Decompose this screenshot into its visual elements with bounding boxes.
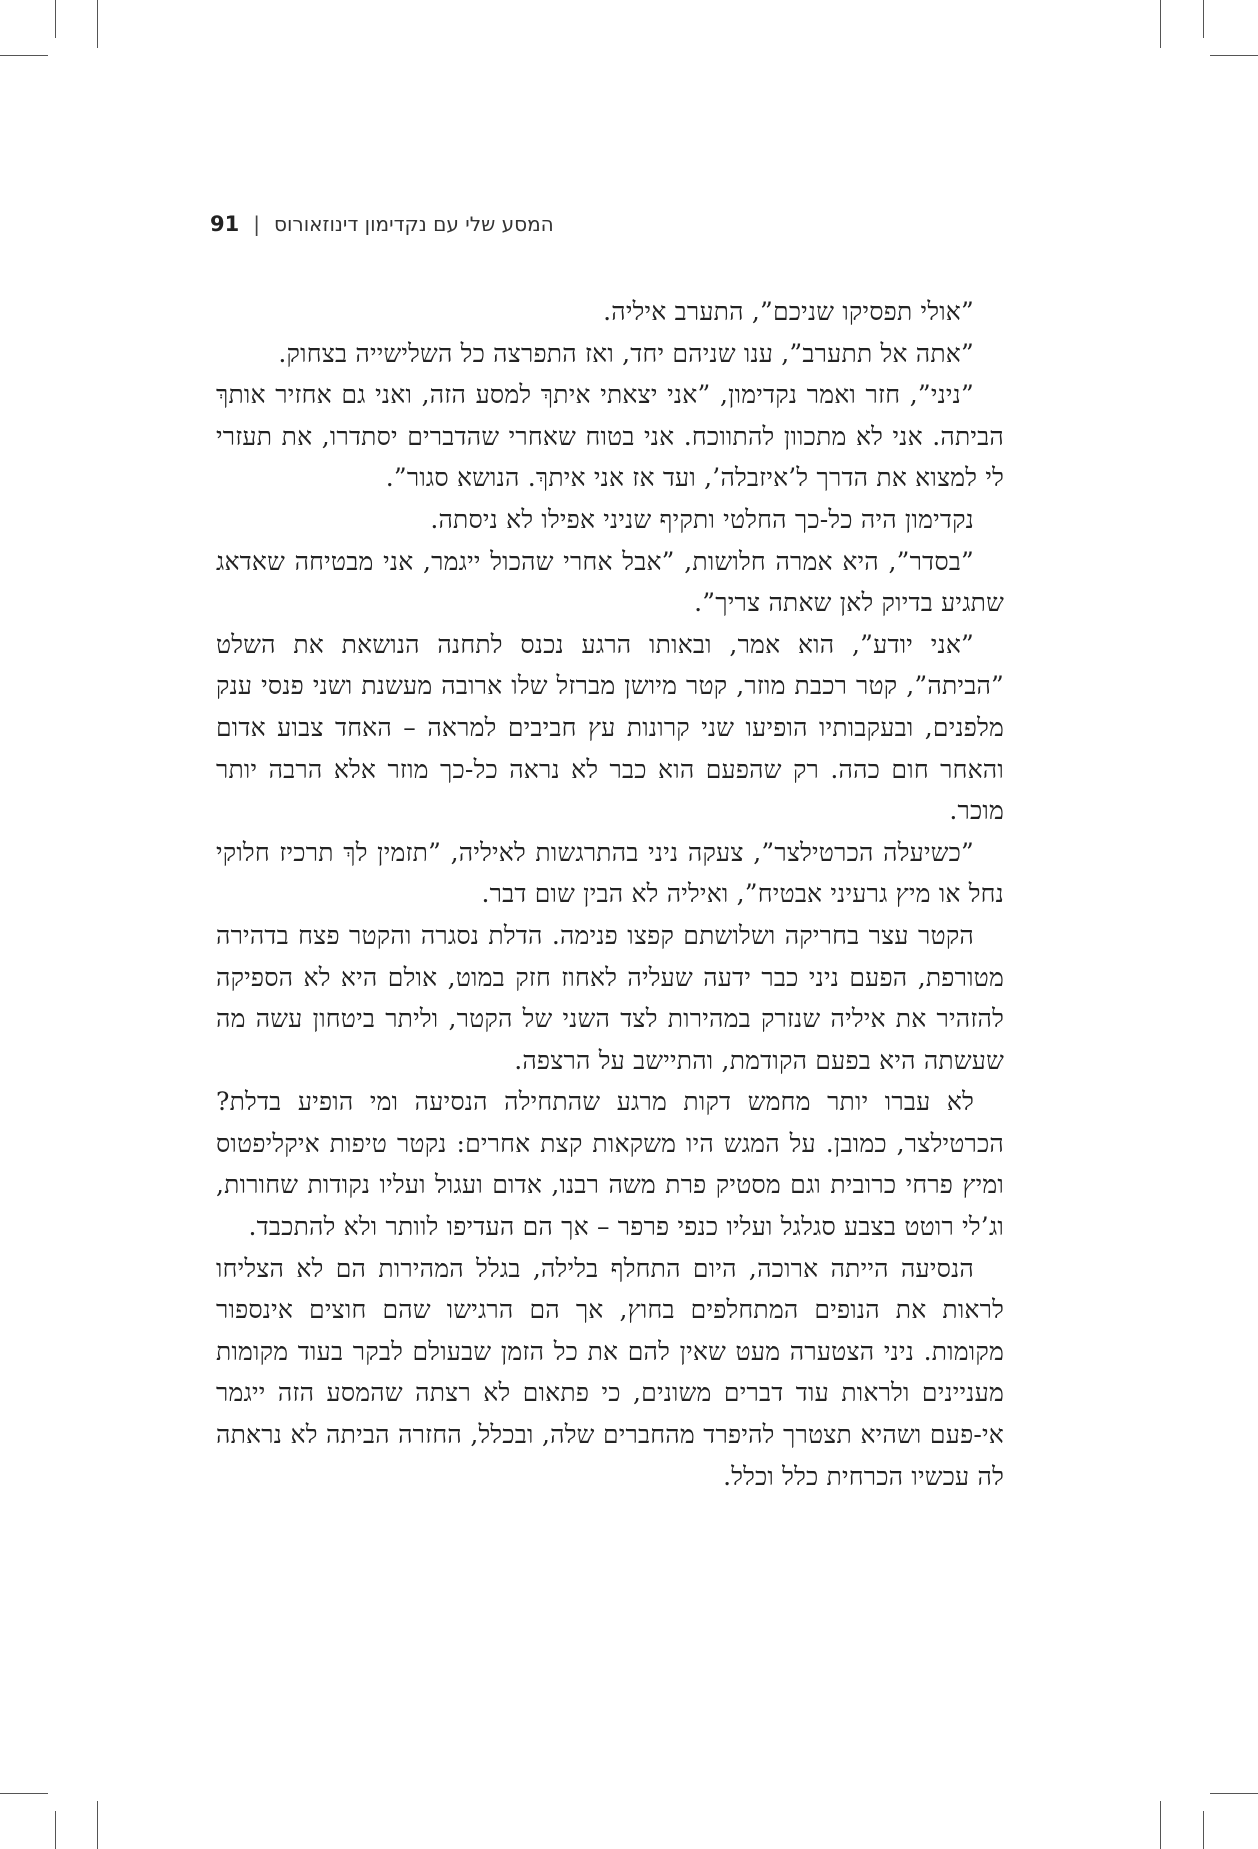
paragraph-10: הנסיעה הייתה ארוכה, היום התחלף בלילה, בגלל המהירות הם לא הצליחו לראות את הנופים המתחלפים בחוץ, אך הם הרגישו שהם חוצים אינספור מקומות. ניני הצטערה מעט שאין להם את כל הזמן שבעולם לבקר בעוד מקומות מעניינים ולראות עוד דברים משונים, כי פתאום לא רצתה שהמסע הזה ייגמר אי-פעם ושהיא תצטרך להיפרד מהחברים שלה, ובכלל, החזרה הביתה לא נראתה לה עכשיו הכרחית כלל וכלל. xyxy=(216,1253,1004,1491)
crop-mark-top-right-inner xyxy=(1203,0,1204,38)
paragraph-9: לא עברו יותר מחמש דקות מרגע שהתחילה הנסיעה ומי הופיע בדלת? הכרטילצר, כמובן. על המגש היו משקאות קצת אחרים: נקטר טיפות איקליפטוס ומיץ פרחי כרובית וגם מסטיק פרת משה רבנו, אדום ועגול ועליו נקודות שחורות, וג’לי רוטט בצבע סגלגל ועליו כנפי פרפר – אך הם העדיפו לוותר ולא להתכבד. xyxy=(216,1087,1004,1242)
paragraph-2: ”אתה אל תתערב”, ענו שניהם יחד, ואז התפרצה כל השלישייה בצחוק. xyxy=(278,338,974,368)
crop-mark-top-left-horizontal xyxy=(0,55,48,56)
paragraph-4: נקדימון היה כל-כך החלטי ותקיף שניני אפילו לא ניסתה. xyxy=(430,504,974,534)
paragraph-8: הקטר עצר בחריקה ושלושתם קפצו פנימה. הדלת נסגרה והקטר פצח בדהירה מטורפת, הפעם ניני כבר ידעה שעליה לאחוז חזק במוט, אולם היא לא הספיקה להזהיר את איליה שנזרק במהירות לצד השני של הקטר, וליתר ביטחון עשה מה שעשתה היא בפעם הקודמת, והתיישב על הרצפה. xyxy=(216,920,1004,1075)
paragraph-3: ”ניני”, חזר ואמר נקדימון, ”אני יצאתי איתךְ למסע הזה, ואני גם אחזיר אותךְ הביתה. אני לא מתכוון להתווכח. אני בטוח שאחרי שהדברים יסתדרו, את תעזרי לי למצוא את הדרך ל’איזבלה’, ועד אז אני איתךְ. הנושא סגור”. xyxy=(216,380,1004,493)
crop-mark-top-left-vertical xyxy=(97,0,98,48)
crop-mark-bottom-left-horizontal xyxy=(0,1793,48,1794)
crop-mark-bottom-right-vertical xyxy=(1160,1801,1161,1849)
paragraph-5: ”בסדר”, היא אמרה חלושות, ”אבל אחרי שהכול ייגמר, אני מבטיחה שאדאג שתגיע בדיוק לאן שאתה צריך”. xyxy=(216,546,1004,618)
crop-mark-bottom-left-vertical xyxy=(97,1801,98,1849)
paragraph-1: ”אולי תפסיקו שניכם”, התערב איליה. xyxy=(603,297,974,326)
body-text xyxy=(216,291,1004,1497)
crop-mark-top-right-horizontal xyxy=(1210,55,1258,56)
paragraph-7: ”כשיעלה הכרטילצר”, צעקה ניני בהתרגשות לאיליה, ”תזמין לךְ תרכיז חלוקי נחל או מיץ גרעיני אבטיח”, ואיליה לא הבין שום דבר. xyxy=(216,837,1004,909)
crop-mark-top-right-vertical xyxy=(1160,0,1161,48)
crop-mark-top-left-inner xyxy=(55,0,56,38)
page-number: 91 xyxy=(210,212,240,236)
paragraph-6: ”אני יודע”, הוא אמר, ובאותו הרגע נכנס לתחנה הנושאת את השלט ”הביתה”, קטר רכבת מוזר, קטר מיושן מברזל שלו ארובה מעשנת ושני פנסי ענק מלפנים, ובעקבותיו הופיעו שני קרונות עץ חביבים למראה – האחד צבוע אדום והאחר חום כהה. רק שהפעם הוא כבר לא נראה כל-כך מוזר אלא הרבה יותר מוכר. xyxy=(216,629,1004,826)
crop-mark-bottom-right-horizontal xyxy=(1210,1793,1258,1794)
crop-mark-bottom-right-inner xyxy=(1203,1811,1204,1849)
running-header xyxy=(210,209,610,239)
running-title: המסע שלי עם נקדימון דינוזאורוס xyxy=(273,212,554,236)
header-separator: | xyxy=(253,212,260,236)
crop-mark-bottom-left-inner xyxy=(55,1811,56,1849)
